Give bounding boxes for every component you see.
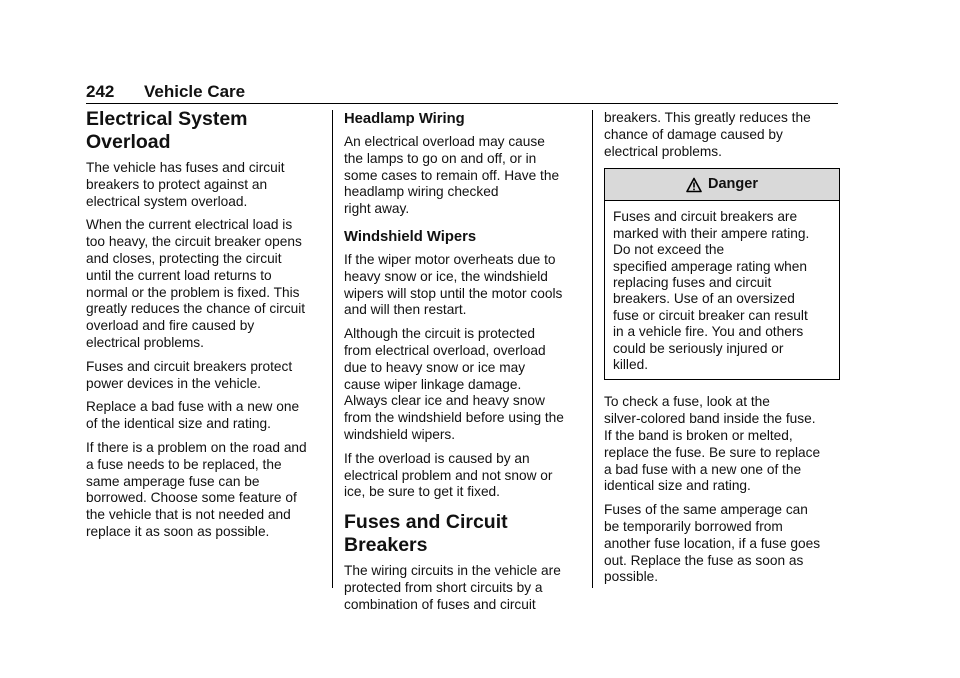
heading-electrical-system-overload: Electrical System Overload: [86, 108, 248, 153]
paragraph: Fuses of the same amperage can be temporarily borrowed from another fuse location, if a fuse goes out. Replace the fuse as soon as possible.: [604, 502, 821, 585]
paragraph: If the overload is caused by an electrical problem and not snow or ice, be sure to get it fixed.: [344, 450, 553, 500]
danger-text: Fuses and circuit breakers are marked with their ampere rating. Do not exceed the specified amperage rating when replacing fuses and circuit breakers. Use of an oversized fuse or circuit breaker can result in a vehicle fire. You and others could be seriously injured or killed.: [613, 209, 810, 373]
danger-callout: [604, 168, 840, 380]
page-number: 242: [86, 82, 115, 101]
column-2: [344, 110, 582, 621]
column-3: [604, 110, 840, 593]
header-rule: [86, 103, 838, 104]
heading-windshield-wipers: Windshield Wipers: [344, 228, 477, 245]
paragraph: If the wiper motor overheats due to heavy snow or ice, the windshield wipers will stop until the motor cools and will then restart.: [344, 251, 563, 318]
paragraph: If there is a problem on the road and a fuse needs to be replaced, the same amperage fuse can be borrowed. Choose some feature of the vehicle that is not needed and replace it as soon as possible.: [86, 439, 307, 539]
danger-header: [605, 169, 839, 201]
heading-fuses-and-circuit-breakers: Fuses and Circuit Breakers: [344, 511, 508, 557]
section-title: Vehicle Care: [144, 82, 246, 101]
column-divider: [332, 110, 333, 588]
paragraph: To check a fuse, look at the silver-colored band inside the fuse. If the band is broken or melted, replace the fuse. Be sure to replace a bad fuse with a new one of the identical size and rating.: [604, 394, 821, 494]
paragraph: Although the circuit is protected from electrical overload, overload due to heavy snow or ice may cause wiper linkage damage. Always clear ice and heavy snow from the windshield before using the windshield wipers.: [344, 326, 564, 442]
column-1: [86, 108, 326, 548]
paragraph: The wiring circuits in the vehicle are protected from short circuits by a combination of fuses and circuit: [344, 563, 561, 612]
paragraph: The vehicle has fuses and circuit breakers to protect against an electrical system overload.: [86, 160, 285, 209]
paragraph: breakers. This greatly reduces the chance of damage caused by electrical problems.: [604, 110, 811, 159]
paragraph: When the current electrical load is too heavy, the circuit breaker opens and closes, protecting the circuit until the current load returns to normal or the problem is fixed. This greatly reduces the chance of circuit overload and fire caused by electrical problems.: [86, 217, 306, 350]
paragraph: Replace a bad fuse with a new one of the identical size and rating.: [86, 399, 300, 432]
warning-triangle-icon: [686, 177, 702, 193]
paragraph: Fuses and circuit breakers protect power devices in the vehicle.: [86, 358, 293, 391]
paragraph: An electrical overload may cause the lamps to go on and off, or in some cases to remain off. Have the headlamp wiring checked right away.: [344, 134, 560, 217]
heading-headlamp-wiring: Headlamp Wiring: [344, 111, 465, 127]
column-divider: [592, 110, 593, 588]
danger-title: Danger: [708, 176, 758, 193]
